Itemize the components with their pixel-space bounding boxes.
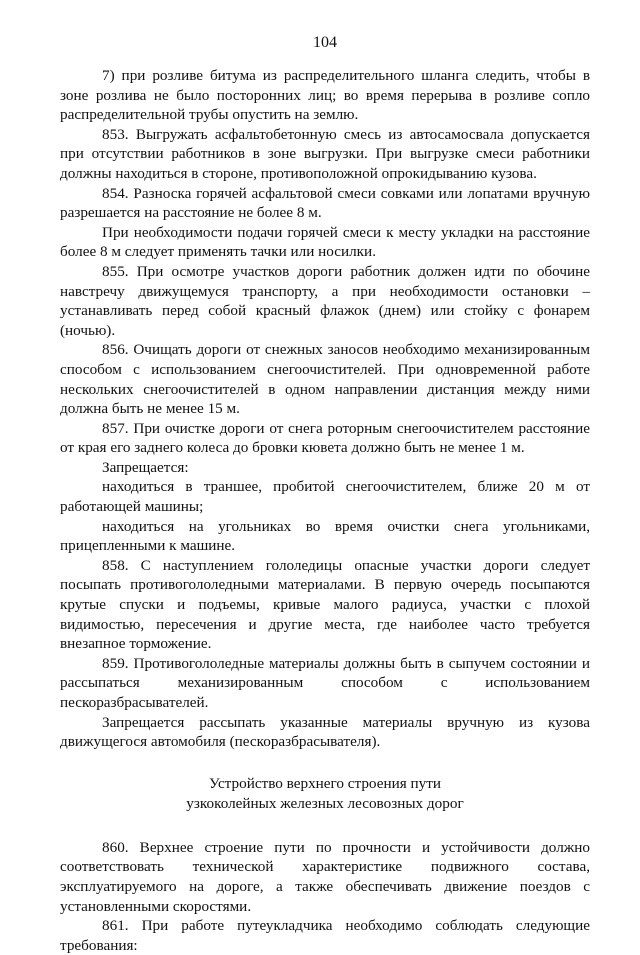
section-heading-line-2: узкоколейных железных лесовозных дорог <box>186 794 464 812</box>
text-block-top <box>60 66 590 752</box>
paragraph-prohibited-item-1: находиться в траншее, пробитой снегоочистителем, ближе 20 м от работающей машины; <box>60 478 590 516</box>
paragraph-861: 861. При работе путеукладчика необходимо соблюдать следующие требования: <box>60 917 590 954</box>
paragraph-prohibited-label: Запрещается: <box>102 458 189 476</box>
paragraph-859-prohibited: Запрещается рассыпать указанные материалы вручную из кузова движущегося автомобиля (пескоразбрасывателя). <box>60 713 590 751</box>
paragraph-prohibited-item-2: находиться на угольниках во время очистки снега угольниками, прицепленными к машине. <box>60 517 590 555</box>
paragraph-858: 858. С наступлением гололедицы опасные участки дороги следует посыпать противогололедными материалами. В первую очередь посыпаются крутые спуски и подъемы, кривые малого радиуса, участки с плохой видимостью, пересечения и другие места, где наиболее часто требуется внезапное торможение. <box>60 556 590 653</box>
paragraph-855: 855. При осмотре участков дороги работник должен идти по обочине навстречу движущемуся транспорту, а при необходимости остановки – устанавливать перед собой красный флажок (днем) или стойку с фонарем (ночью). <box>60 262 590 339</box>
text-block-bottom <box>60 838 590 955</box>
paragraph-859: 859. Противогололедные материалы должны быть в сыпучем состоянии и рассыпаться механизированным способом с использованием пескоразбрасывателей. <box>60 654 590 711</box>
section-heading <box>60 774 590 814</box>
section-heading-line-1: Устройство верхнего строения пути <box>209 774 441 792</box>
paragraph-857: 857. При очистке дороги от снега роторным снегоочистителем расстояние от края его заднего колеса до бровки кювета должно быть не менее 1 м. <box>60 419 590 457</box>
paragraph-item-7: 7) при розливе битума из распределительного шланга следить, чтобы в зоне розлива не было посторонних лиц; во время перерыва в розливе сопло распределительной трубы опустить на землю. <box>60 67 590 124</box>
paragraph-853: 853. Выгружать асфальтобетонную смесь из автосамосвала допускается при отсутствии работников в зоне выгрузки. При выгрузке смеси работники должны находиться в стороне, противоположной опрокидыванию кузова. <box>60 125 590 182</box>
page-number: 104 <box>313 34 337 51</box>
paragraph-860: 860. Верхнее строение пути по прочности и устойчивости должно соответствовать технической характеристике подвижного состава, эксплуатируемого на дороге, а также обеспечивать движение поездов с установленными скоростями. <box>60 838 590 915</box>
paragraph-854: 854. Разноска горячей асфальтовой смеси совками или лопатами вручную разрешается на расстояние не более 8 м. <box>60 184 590 222</box>
paragraph-856: 856. Очищать дороги от снежных заносов необходимо механизированным способом с использованием снегоочистителей. При одновременной работе нескольких снегоочистителей в одном направлении дистанция между ними должна быть не менее 15 м. <box>60 341 590 418</box>
paragraph-854-continued: При необходимости подачи горячей смеси к месту укладки на расстояние более 8 м следует применять тачки или носилки. <box>60 223 590 261</box>
